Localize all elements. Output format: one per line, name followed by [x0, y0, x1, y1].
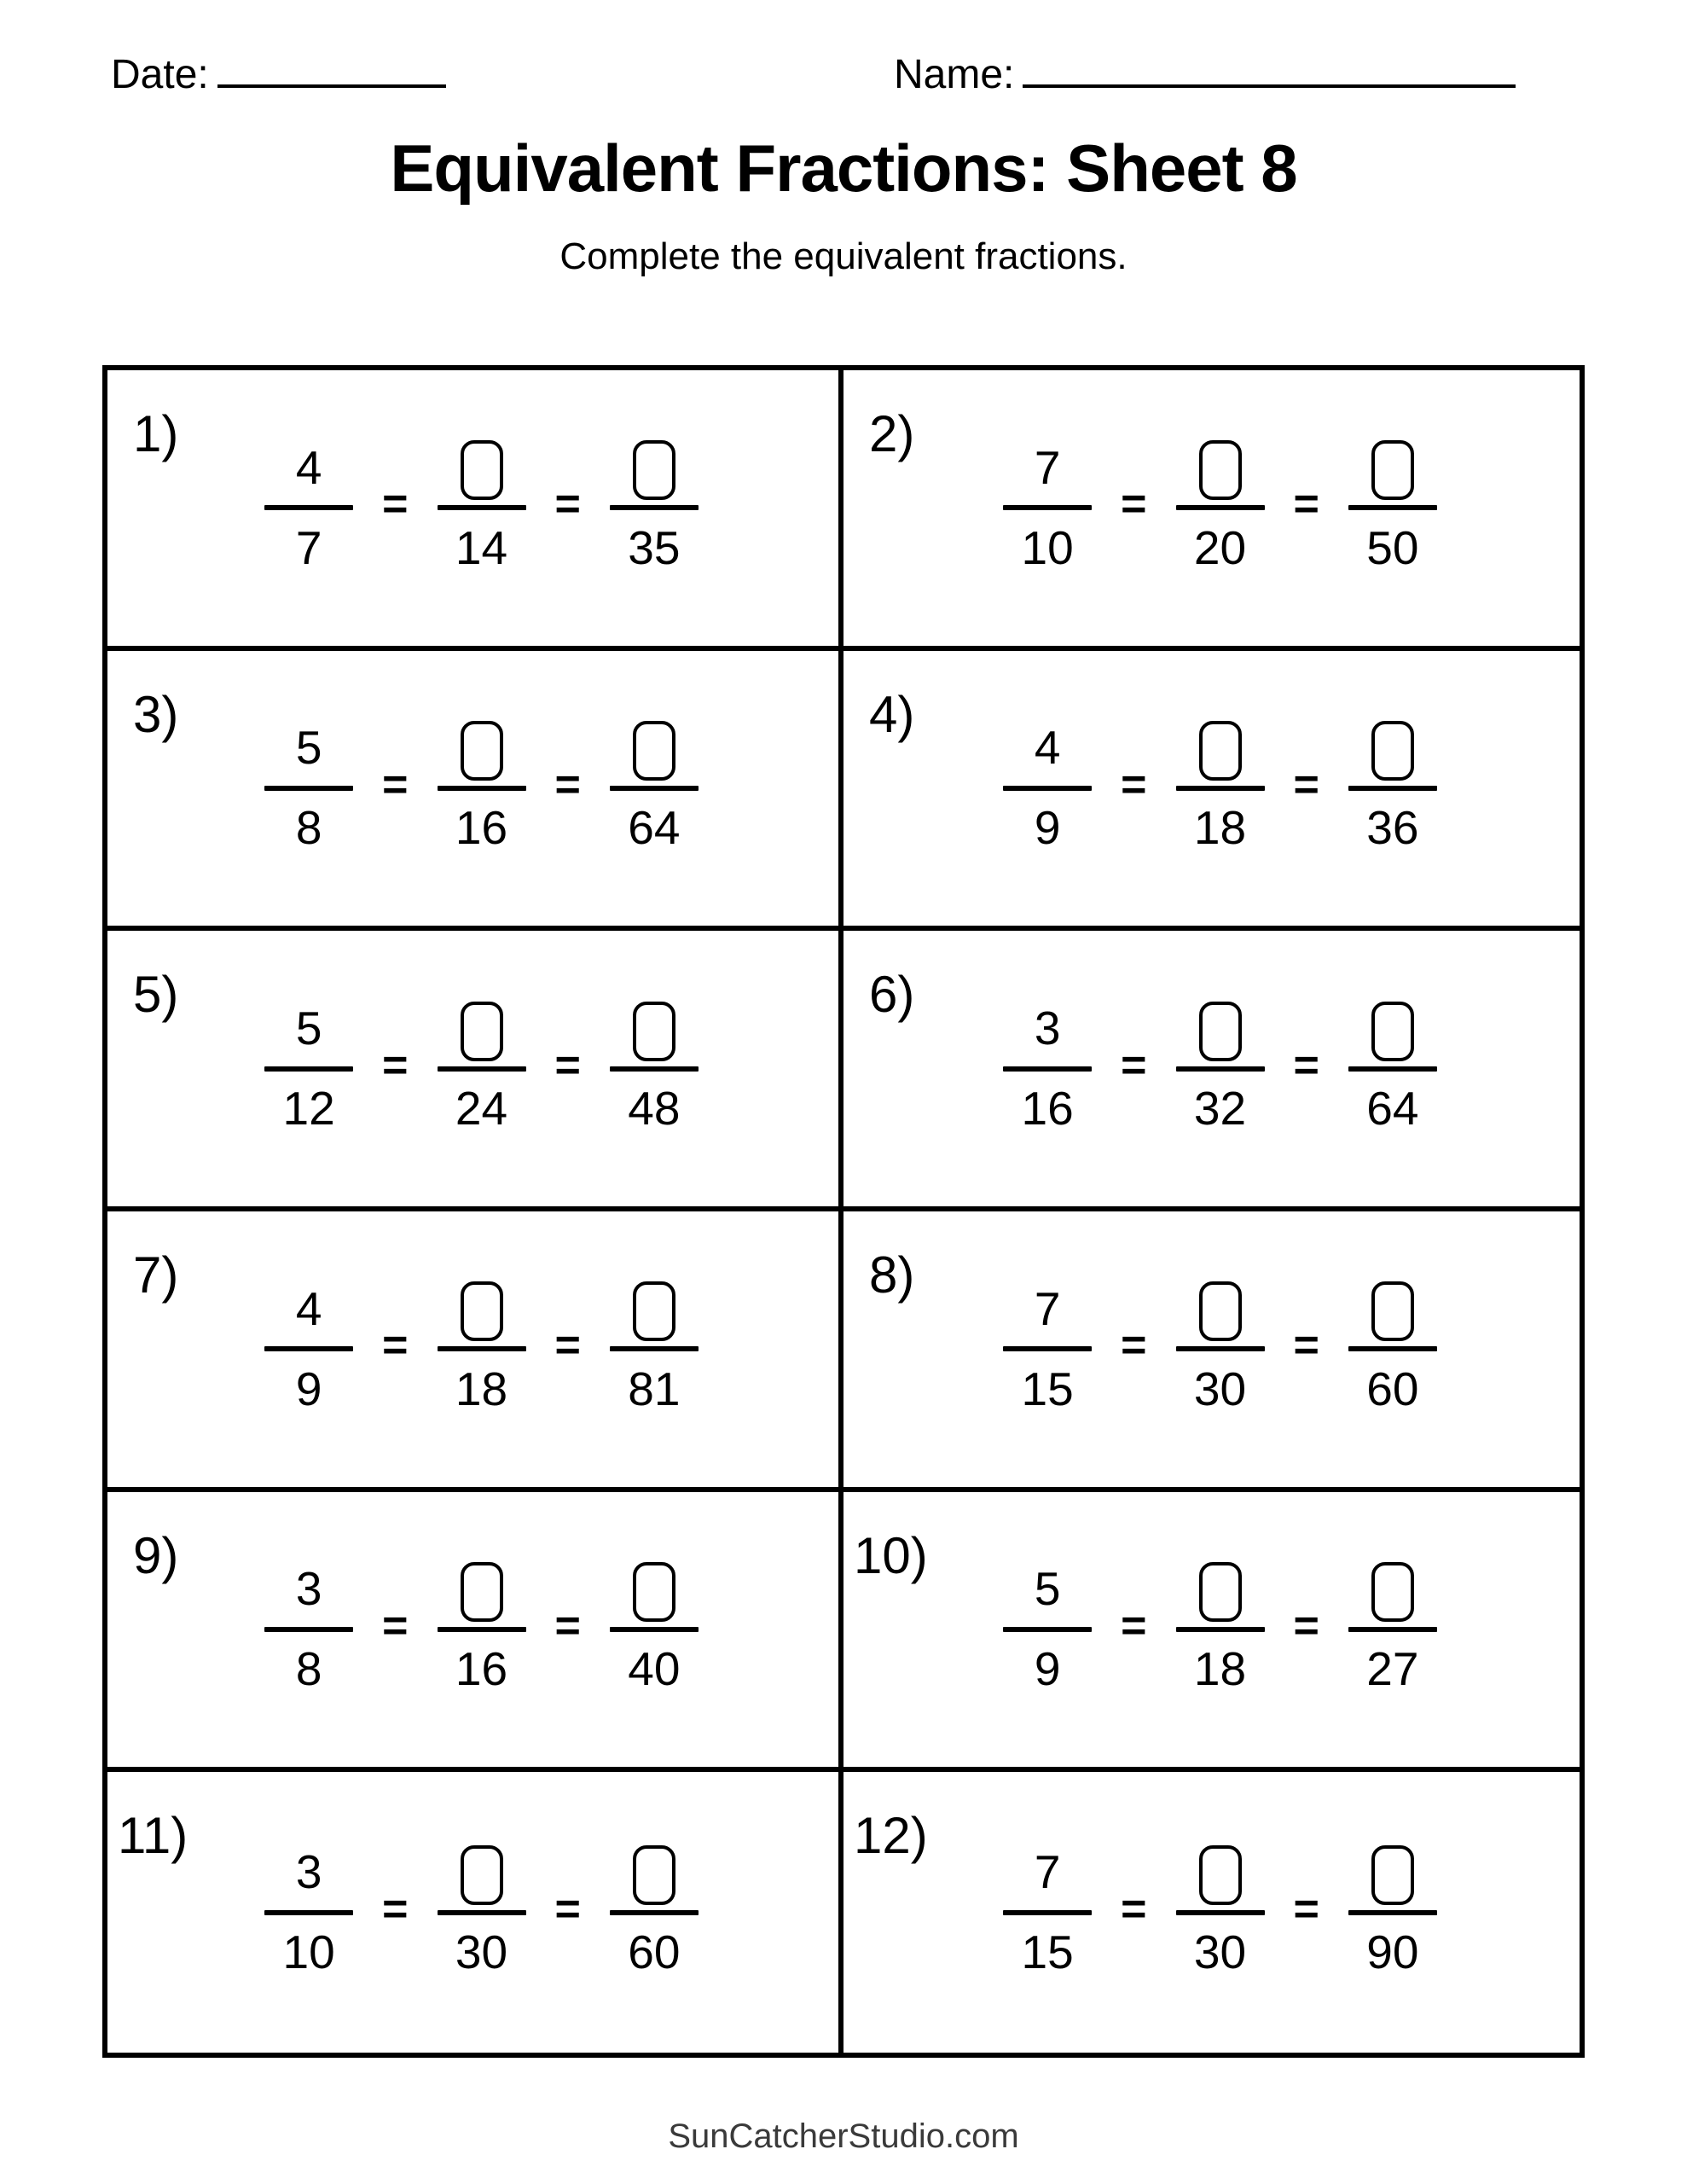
fraction-denominator: 20: [1193, 520, 1247, 574]
answer-box: [461, 721, 503, 781]
equals-sign: =: [554, 1040, 581, 1090]
name-field: [894, 51, 1516, 98]
answer-fraction-3: [1348, 991, 1437, 1147]
answer-box: [633, 440, 675, 500]
equals-sign: =: [382, 1040, 409, 1090]
fraction-denominator: 8: [295, 1642, 322, 1696]
fraction-denominator: 35: [628, 520, 681, 574]
fraction-numerator: 3: [295, 1562, 322, 1616]
problem-cell: [844, 651, 1580, 932]
answer-fraction-2: [1176, 1271, 1265, 1426]
fraction-denominator: 36: [1366, 801, 1419, 855]
equation: [986, 991, 1437, 1147]
problem-number: 4): [869, 685, 915, 743]
equation: [986, 1271, 1437, 1426]
equals-sign: =: [382, 1600, 409, 1651]
fraction-numerator: 7: [1034, 1281, 1061, 1335]
answer-fraction-3: [1348, 711, 1437, 866]
answer-box: [633, 1002, 675, 1061]
answer-fraction-2: [438, 991, 526, 1147]
problem-cell: [844, 370, 1580, 651]
equals-sign: =: [1121, 1321, 1147, 1371]
fraction-numerator: [452, 711, 512, 786]
fraction-numerator: [452, 991, 512, 1066]
given-fraction: [264, 430, 353, 585]
fraction-numerator: [1191, 1271, 1250, 1346]
answer-fraction-3: [610, 430, 699, 585]
equals-sign: =: [1121, 759, 1147, 810]
equals-sign: =: [554, 1321, 581, 1371]
fraction-numerator: 5: [295, 1002, 322, 1055]
problem-number: 10): [854, 1526, 928, 1584]
equals-sign: =: [554, 479, 581, 530]
answer-box: [1199, 1002, 1242, 1061]
problem-cell: [107, 1492, 844, 1773]
answer-fraction-3: [610, 991, 699, 1147]
fraction-denominator: 24: [455, 1082, 508, 1136]
fraction-denominator: 8: [295, 801, 322, 855]
equals-sign: =: [382, 479, 409, 530]
fraction-denominator: 16: [455, 801, 508, 855]
equation: [986, 430, 1437, 585]
fraction-numerator: [1363, 991, 1423, 1066]
answer-box: [633, 1281, 675, 1341]
answer-fraction-2: [438, 711, 526, 866]
fraction-denominator: 9: [1034, 801, 1061, 855]
fraction-denominator: 64: [1366, 1082, 1419, 1136]
equation: [247, 430, 699, 585]
fraction-numerator: [1191, 1552, 1250, 1627]
fraction-denominator: 15: [1021, 1926, 1074, 1979]
equals-sign: =: [1293, 1321, 1319, 1371]
equals-sign: =: [382, 759, 409, 810]
fraction-numerator: [1191, 1835, 1250, 1910]
answer-box: [461, 1281, 503, 1341]
fraction-denominator: 16: [1021, 1082, 1074, 1136]
fraction-denominator: 18: [1193, 1642, 1247, 1696]
fraction-numerator: 7: [1034, 440, 1061, 494]
equation: [247, 1552, 699, 1707]
fraction-numerator: 3: [295, 1845, 322, 1899]
given-fraction: [1003, 1271, 1092, 1426]
answer-fraction-3: [1348, 430, 1437, 585]
answer-box: [1199, 1281, 1242, 1341]
fraction-numerator: [624, 1552, 684, 1627]
fraction-numerator: 4: [295, 1281, 322, 1335]
answer-fraction-2: [1176, 1552, 1265, 1707]
fraction-denominator: 10: [1021, 520, 1074, 574]
date-blank-line: [217, 54, 446, 88]
problem-number: 9): [133, 1526, 179, 1584]
answer-box: [1199, 1562, 1242, 1622]
fraction-numerator: [1191, 991, 1250, 1066]
fraction-numerator: 4: [295, 440, 322, 494]
name-label: Name:: [894, 52, 1015, 97]
answer-fraction-2: [1176, 711, 1265, 866]
fraction-denominator: 7: [295, 520, 322, 574]
given-fraction: [264, 991, 353, 1147]
answer-fraction-2: [1176, 1835, 1265, 1990]
fraction-denominator: 48: [628, 1082, 681, 1136]
problem-number: 12): [854, 1807, 928, 1865]
fraction-denominator: 10: [282, 1926, 335, 1979]
answer-fraction-2: [438, 1552, 526, 1707]
answer-fraction-3: [610, 1552, 699, 1707]
answer-box: [461, 1002, 503, 1061]
equation: [247, 1271, 699, 1426]
problem-number: 11): [118, 1807, 188, 1865]
page-title: Equivalent Fractions: Sheet 8: [390, 131, 1297, 206]
equals-sign: =: [1293, 479, 1319, 530]
answer-fraction-2: [1176, 991, 1265, 1147]
problem-cell: [107, 370, 844, 651]
fraction-denominator: 64: [628, 801, 681, 855]
equals-sign: =: [382, 1884, 409, 1934]
fraction-numerator: [1363, 430, 1423, 505]
page-subtitle: Complete the equivalent fractions.: [559, 235, 1128, 277]
fraction-numerator: 4: [1034, 721, 1061, 775]
answer-fraction-2: [1176, 430, 1265, 585]
fraction-numerator: [1363, 1552, 1423, 1627]
fraction-numerator: [1191, 711, 1250, 786]
problem-cell: [107, 1211, 844, 1492]
answer-fraction-2: [438, 1835, 526, 1990]
equals-sign: =: [554, 1884, 581, 1934]
problems-grid: [102, 365, 1585, 2058]
given-fraction: [264, 1835, 353, 1990]
fraction-numerator: 5: [1034, 1562, 1061, 1616]
answer-box: [633, 1562, 675, 1622]
date-label: Date:: [111, 52, 209, 97]
equation: [247, 991, 699, 1147]
given-fraction: [1003, 430, 1092, 585]
problem-cell: [844, 1211, 1580, 1492]
equals-sign: =: [1293, 759, 1319, 810]
fraction-denominator: 14: [455, 520, 508, 574]
answer-box: [461, 440, 503, 500]
problem-number: 5): [133, 966, 179, 1024]
problem-number: 8): [869, 1246, 915, 1304]
fraction-numerator: [1363, 1835, 1423, 1910]
fraction-numerator: [452, 1271, 512, 1346]
answer-fraction-2: [438, 1271, 526, 1426]
equation: [986, 1552, 1437, 1707]
fraction-denominator: 9: [1034, 1642, 1061, 1696]
problem-number: 1): [133, 405, 179, 462]
fraction-denominator: 81: [628, 1362, 681, 1415]
equation: [986, 1835, 1437, 1990]
fraction-denominator: 60: [628, 1926, 681, 1979]
fraction-numerator: [624, 711, 684, 786]
equals-sign: =: [554, 759, 581, 810]
equation: [986, 711, 1437, 866]
answer-box: [1371, 721, 1414, 781]
fraction-numerator: [624, 1835, 684, 1910]
answer-box: [1199, 721, 1242, 781]
equation: [247, 1835, 699, 1990]
fraction-numerator: 7: [1034, 1845, 1061, 1899]
fraction-denominator: 90: [1366, 1926, 1419, 1979]
equals-sign: =: [1293, 1884, 1319, 1934]
problem-number: 6): [869, 966, 915, 1024]
given-fraction: [264, 1552, 353, 1707]
fraction-numerator: [1363, 1271, 1423, 1346]
fraction-denominator: 60: [1366, 1362, 1419, 1415]
answer-box: [1371, 440, 1414, 500]
problem-cell: [844, 1492, 1580, 1773]
fraction-numerator: [452, 1835, 512, 1910]
problem-cell: [844, 931, 1580, 1211]
fraction-denominator: 30: [1193, 1926, 1247, 1979]
answer-fraction-3: [610, 1271, 699, 1426]
problem-cell: [844, 1772, 1580, 2053]
equals-sign: =: [1121, 1600, 1147, 1651]
fraction-denominator: 30: [1193, 1362, 1247, 1415]
answer-fraction-2: [438, 430, 526, 585]
given-fraction: [1003, 1552, 1092, 1707]
fraction-denominator: 18: [455, 1362, 508, 1415]
fraction-denominator: 27: [1366, 1642, 1419, 1696]
name-blank-line: [1023, 54, 1516, 88]
fraction-denominator: 16: [455, 1642, 508, 1696]
answer-box: [1371, 1281, 1414, 1341]
problem-number: 7): [133, 1246, 179, 1304]
answer-box: [633, 721, 675, 781]
answer-fraction-3: [1348, 1835, 1437, 1990]
problem-cell: [107, 651, 844, 932]
fraction-numerator: [1363, 711, 1423, 786]
answer-fraction-3: [1348, 1271, 1437, 1426]
fraction-numerator: [624, 991, 684, 1066]
equals-sign: =: [1121, 1884, 1147, 1934]
problem-number: 3): [133, 685, 179, 743]
fraction-denominator: 9: [295, 1362, 322, 1415]
equals-sign: =: [1121, 479, 1147, 530]
fraction-denominator: 15: [1021, 1362, 1074, 1415]
equation: [247, 711, 699, 866]
problem-cell: [107, 931, 844, 1211]
fraction-numerator: 5: [295, 721, 322, 775]
given-fraction: [264, 711, 353, 866]
equals-sign: =: [1293, 1600, 1319, 1651]
equals-sign: =: [382, 1321, 409, 1371]
fraction-denominator: 32: [1193, 1082, 1247, 1136]
given-fraction: [1003, 991, 1092, 1147]
answer-box: [461, 1562, 503, 1622]
equals-sign: =: [554, 1600, 581, 1651]
date-field: [111, 51, 446, 98]
fraction-numerator: [452, 1552, 512, 1627]
fraction-denominator: 40: [628, 1642, 681, 1696]
answer-box: [633, 1845, 675, 1905]
given-fraction: [264, 1271, 353, 1426]
answer-fraction-3: [1348, 1552, 1437, 1707]
fraction-denominator: 18: [1193, 801, 1247, 855]
fraction-numerator: 3: [1034, 1002, 1061, 1055]
answer-box: [1371, 1562, 1414, 1622]
answer-box: [1371, 1845, 1414, 1905]
given-fraction: [1003, 711, 1092, 866]
given-fraction: [1003, 1835, 1092, 1990]
answer-box: [1199, 440, 1242, 500]
fraction-denominator: 30: [455, 1926, 508, 1979]
fraction-numerator: [452, 430, 512, 505]
answer-box: [1371, 1002, 1414, 1061]
fraction-numerator: [1191, 430, 1250, 505]
fraction-numerator: [624, 430, 684, 505]
fraction-denominator: 50: [1366, 520, 1419, 574]
answer-fraction-3: [610, 711, 699, 866]
answer-fraction-3: [610, 1835, 699, 1990]
equals-sign: =: [1293, 1040, 1319, 1090]
problem-cell: [107, 1772, 844, 2053]
fraction-numerator: [624, 1271, 684, 1346]
problem-number: 2): [869, 405, 915, 462]
answer-box: [1199, 1845, 1242, 1905]
equals-sign: =: [1121, 1040, 1147, 1090]
answer-box: [461, 1845, 503, 1905]
fraction-denominator: 12: [282, 1082, 335, 1136]
footer-credit: SunCatcherStudio.com: [668, 2117, 1019, 2155]
